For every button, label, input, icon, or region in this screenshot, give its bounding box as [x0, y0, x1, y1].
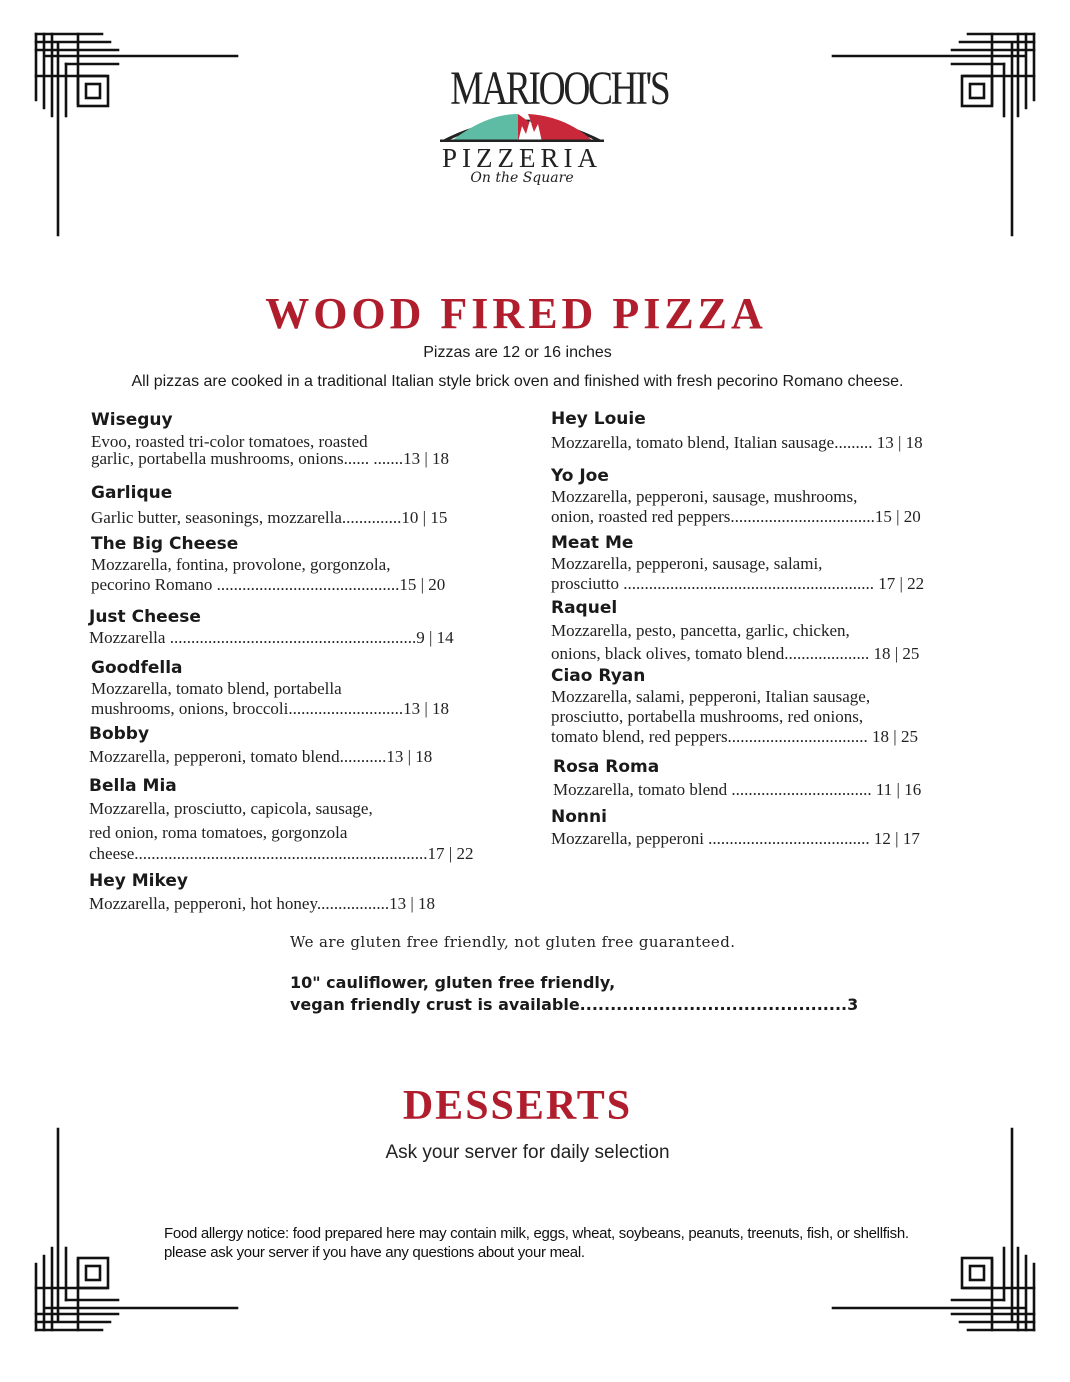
menu-item-name: Rosa Roma [553, 757, 660, 777]
menu-item-price-line: garlic, portabella mushrooms, onions...... .......13 | 18 [91, 449, 449, 468]
menu-item-meat-me [551, 532, 924, 594]
menu-item-nonni [551, 806, 920, 849]
menu-item-description: Mozzarella, salami, pepperoni, Italian sausage, [551, 687, 871, 706]
menu-item-bobby [89, 723, 432, 767]
menu-item-name: Ciao Ryan [551, 666, 646, 686]
menu-item-name: Hey Louie [551, 409, 646, 429]
menu-item-rosa-roma [553, 756, 921, 800]
menu-item-name: Hey Mikey [89, 871, 188, 891]
menu-item-garlique [91, 482, 447, 528]
menu-item-description: red onion, roma tomatoes, gorgonzola [89, 823, 348, 842]
menu-item-ciao-ryan [551, 665, 918, 747]
menu-item-description: Mozzarella, fontina, provolone, gorgonzola, [91, 555, 391, 574]
menu-item-name: Garlique [91, 483, 173, 503]
corner-ornament-top-right [828, 30, 1038, 240]
menu-item-name: Just Cheese [89, 607, 201, 627]
logo-tagline: On the Square [470, 170, 574, 186]
restaurant-logo [430, 62, 669, 186]
art-deco-corner-icon [828, 30, 1038, 240]
crust-line: 10" cauliflower, gluten free friendly, [290, 973, 616, 992]
menu-item-name: Yo Joe [551, 466, 609, 486]
menu-item-just-cheese [89, 606, 454, 648]
logo-subtitle: PIZZERIA [442, 143, 602, 173]
menu-item-price-line: Mozzarella, pepperoni ...................................... 12 | 17 [551, 829, 920, 848]
menu-item-description: Mozzarella, pepperoni, sausage, salami, [551, 554, 823, 573]
food-allergy-notice: Food allergy notice: food prepared here may contain milk, eggs, wheat, soybeans, peanuts, treenuts, fish, or shellfish. please ask your server if you have any questions about your meal. [164, 1225, 909, 1261]
menu-item-hey-louie [551, 408, 923, 453]
section-title-pizza: WOOD FIRED PIZZA [265, 289, 767, 338]
section-title-desserts: DESSERTS [402, 1083, 633, 1129]
menu-item-description: Mozzarella, prosciutto, capicola, sausage, [89, 799, 373, 818]
menu-item-name: Bobby [89, 724, 150, 744]
menu-item-price-line: mushrooms, onions, broccoli...........................13 | 18 [91, 699, 450, 718]
logo-name: MARIOOCHI'S [450, 62, 669, 115]
menu-item-goodfella [91, 657, 449, 719]
menu-item-name: Nonni [551, 807, 607, 827]
menu-item-bella-mia [89, 775, 473, 863]
menu-item-description: Mozzarella, tomato blend, portabella [91, 679, 342, 698]
menu-item-price-line: Mozzarella, tomato blend ................................. 11 | 16 [553, 780, 922, 799]
menu-item-name: Wiseguy [91, 410, 173, 430]
cauliflower-crust-option [290, 972, 858, 1016]
menu-item-price-line: Mozzarella ..........................................................9 | 14 [89, 628, 454, 647]
pizza-oven-note: All pizzas are cooked in a traditional Italian style brick oven and finished with fresh pecorino Romano cheese. [131, 373, 904, 390]
menu-item-price-line: onions, black olives, tomato blend.................... 18 | 25 [551, 644, 920, 663]
menu-item-name: Bella Mia [89, 776, 177, 796]
menu-item-name: Meat Me [551, 533, 634, 553]
menu-item-description: Mozzarella, pepperoni, sausage, mushrooms, [551, 487, 858, 506]
menu-item-yo-joe [551, 465, 921, 527]
menu-item-description: Evoo, roasted tri-color tomatoes, roasted [91, 432, 368, 451]
menu-item-name: Goodfella [91, 658, 183, 678]
menu-item-price-line: Garlic butter, seasonings, mozzarella..............10 | 15 [91, 508, 448, 527]
menu-item-price-line: cheese.....................................................................17 | 22 [89, 844, 474, 863]
menu-item-description: prosciutto, portabella mushrooms, red onions, [551, 707, 864, 726]
menu-item-price-line: Mozzarella, tomato blend, Italian sausage......... 13 | 18 [551, 433, 923, 452]
menu-item-hey-mikey [89, 870, 435, 914]
menu-item-description: Mozzarella, pesto, pancetta, garlic, chicken, [551, 621, 850, 640]
menu-item-name: Raquel [551, 598, 618, 618]
menu-item-price-line: onion, roasted red peppers..................................15 | 20 [551, 507, 921, 526]
crust-price-line: vegan friendly crust is available............................................3 [290, 995, 859, 1014]
gluten-free-note: We are gluten free friendly, not gluten free guaranteed. [290, 933, 736, 951]
corner-ornament-top-left [32, 30, 242, 240]
dessert-note: Ask your server for daily selection [385, 1142, 670, 1163]
menu-item-name: The Big Cheese [91, 534, 239, 554]
menu-item-price-line: Mozzarella, pepperoni, tomato blend...........13 | 18 [89, 747, 433, 766]
menu-item-price-line: Mozzarella, pepperoni, hot honey.................13 | 18 [89, 894, 435, 913]
menu-item-wiseguy [91, 409, 449, 467]
menu-item-price-line: prosciutto ........................................................... 17 | 22 [551, 574, 925, 593]
menu-item-price-line: pecorino Romano ...........................................15 | 20 [91, 575, 446, 594]
menu-item-raquel [551, 597, 919, 665]
pizza-sizes-note: Pizzas are 12 or 16 inches [423, 344, 612, 361]
menu-item-price-line: tomato blend, red peppers................................. 18 | 25 [551, 727, 918, 746]
art-deco-corner-icon [32, 30, 242, 240]
menu-item-the-big-cheese [91, 533, 445, 595]
